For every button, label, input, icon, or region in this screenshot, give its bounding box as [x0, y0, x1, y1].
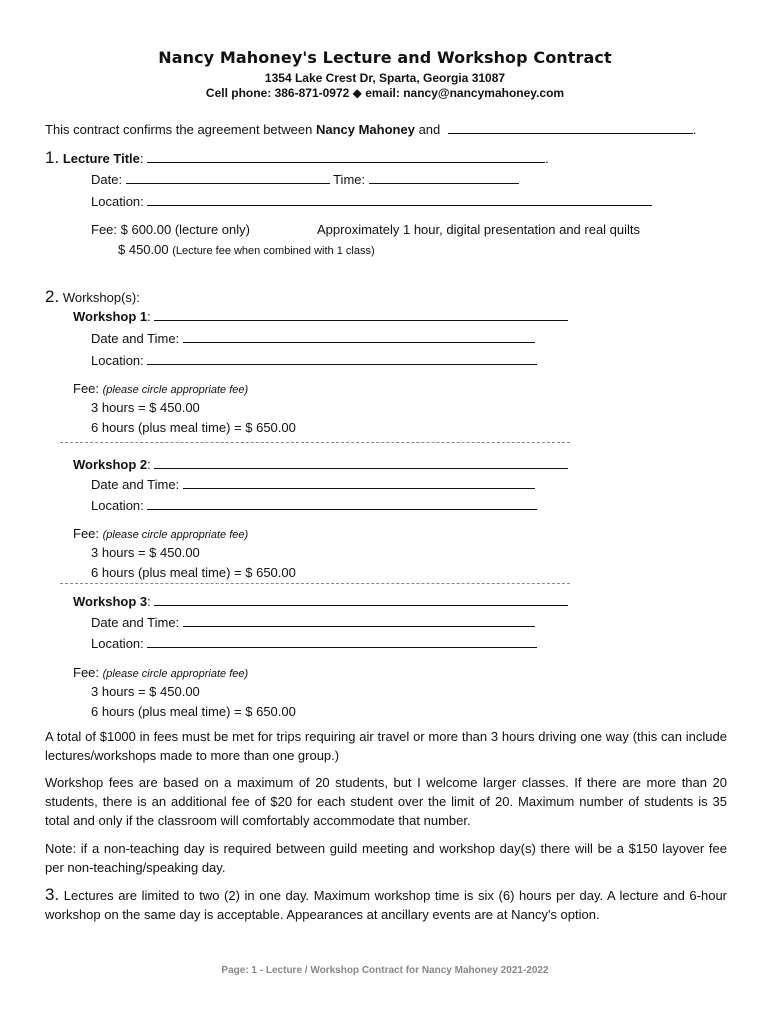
lecture-time-field[interactable]	[369, 171, 519, 184]
divider	[60, 442, 570, 443]
workshop-3-label: Workshop 3	[73, 594, 148, 609]
workshop-3-date-label: Date and Time:	[91, 615, 180, 630]
nancy-name: Nancy Mahoney	[315, 122, 415, 137]
intro-suffix: and	[414, 122, 441, 137]
workshop-2-date-field[interactable]	[183, 476, 535, 489]
term-minimum-fee: A total of $1000 in fees must be met for trips requiring air travel or more than 3 hours driving one way (this can include lectures/workshops made to more than one group.)	[45, 729, 727, 763]
lecture-time-label: Time:	[333, 172, 366, 187]
lecture-title-label: Lecture Title	[62, 151, 140, 166]
contact-info: Cell phone: 386-871-0972 ◆ email: nancy@nancymahoney.com	[205, 86, 565, 100]
workshop-2-location-field[interactable]	[147, 497, 537, 510]
workshop-3-field[interactable]	[154, 593, 568, 606]
lecture-location-row	[91, 193, 652, 209]
section-3-number: 3.	[45, 885, 60, 904]
workshop-2-location-row	[91, 497, 537, 513]
section-2-number: 2.	[45, 287, 60, 306]
workshop-1-field[interactable]	[154, 308, 568, 321]
workshop-2-option-6h[interactable]: 6 hours (plus meal time) = $ 650.00	[91, 565, 296, 580]
workshop-3-row: Workshop 3:	[73, 593, 568, 609]
lecture-combined-fee	[118, 242, 375, 257]
workshop-1-date-label: Date and Time:	[91, 331, 180, 346]
workshop-2-fee-note: (please circle appropriate fee)	[102, 529, 249, 541]
workshop-1-fee-label: Fee:	[73, 381, 100, 396]
lecture-title-field[interactable]	[147, 150, 545, 163]
lecture-location-label: Location:	[91, 194, 144, 209]
page-footer: Page: 1 - Lecture / Workshop Contract for Nancy Mahoney 2021-2022	[221, 965, 549, 976]
workshop-1-date-field[interactable]	[183, 330, 535, 343]
party-name-field[interactable]	[448, 121, 693, 134]
workshops-label: Workshop(s):	[62, 290, 140, 305]
lecture-fee-desc: Approximately 1 hour, digital presentation and real quilts	[317, 222, 641, 237]
combined-fee-note: (Lecture fee when combined with 1 class)	[172, 245, 375, 257]
workshop-1-fee-row	[73, 381, 248, 396]
lecture-date-row	[91, 171, 519, 187]
workshop-1-label: Workshop 1	[73, 309, 148, 324]
address: 1354 Lake Crest Dr, Sparta, Georgia 31087	[264, 71, 506, 85]
lecture-date-field[interactable]	[126, 171, 330, 184]
intro-prefix: This contract confirms the agreement between	[45, 122, 316, 137]
workshop-2-row: Workshop 2:	[73, 456, 568, 472]
lecture-fee-line: Fee: $ 600.00 (lecture only)	[91, 222, 250, 237]
lecture-title-row: 1. Lecture Title: .	[45, 148, 549, 167]
workshop-3-date-row	[91, 614, 535, 630]
workshop-1-option-6h[interactable]: 6 hours (plus meal time) = $ 650.00	[91, 420, 296, 435]
workshop-1-date-row	[91, 330, 535, 346]
workshop-3-location-field[interactable]	[147, 635, 537, 648]
workshop-1-option-3h[interactable]: 3 hours = $ 450.00	[91, 400, 200, 415]
page-title: Nancy Mahoney's Lecture and Workshop Contract	[158, 48, 612, 67]
workshop-2-fee-row	[73, 526, 248, 541]
workshop-1-location-row	[91, 352, 537, 368]
workshop-2-label: Workshop 2	[73, 457, 148, 472]
intro-line: This contract confirms the agreement between Nancy Mahoney and .	[45, 122, 697, 137]
workshop-2-option-3h[interactable]: 3 hours = $ 450.00	[91, 545, 200, 560]
workshop-3-date-field[interactable]	[183, 614, 535, 627]
workshop-2-location-label: Location:	[91, 498, 144, 513]
workshop-1-location-label: Location:	[91, 353, 144, 368]
workshop-1-row: Workshop 1:	[73, 308, 568, 324]
combined-fee-amount: $ 450.00	[118, 242, 169, 257]
workshop-3-fee-note: (please circle appropriate fee)	[102, 668, 249, 680]
workshop-3-fee-row	[73, 665, 248, 680]
lecture-location-field[interactable]	[147, 193, 652, 206]
workshop-1-fee-note: (please circle appropriate fee)	[102, 384, 249, 396]
workshop-3-option-3h[interactable]: 3 hours = $ 450.00	[91, 684, 200, 699]
workshop-1-location-field[interactable]	[147, 352, 537, 365]
term-lecture-limits-text: Lectures are limited to two (2) in one day. Maximum workshop time is six (6) hours per day. A lecture and 6-hour workshop on the same day is acceptable. Appearances at ancillary events are at Nancy's option.	[45, 888, 727, 922]
workshop-2-date-label: Date and Time:	[91, 477, 180, 492]
workshop-3-location-label: Location:	[91, 636, 144, 651]
divider	[60, 583, 570, 584]
workshop-2-fee-label: Fee:	[73, 526, 100, 541]
lecture-date-label: Date:	[91, 172, 123, 187]
workshop-3-location-row	[91, 635, 537, 651]
workshop-3-option-6h[interactable]: 6 hours (plus meal time) = $ 650.00	[91, 704, 296, 719]
workshop-2-date-row	[91, 476, 535, 492]
term-layover-fee: Note: if a non-teaching day is required between guild meeting and workshop day(s) there will be a $150 layover fee per non-teaching/speaking day.	[45, 841, 727, 875]
workshop-2-field[interactable]	[154, 456, 568, 469]
term-student-limit: Workshop fees are based on a maximum of 20 students, but I welcome larger classes. If there are more than 20 students, there is an additional fee of $20 for each student over the limit of 20. Maximum number of students is 35 total and only if the classroom will comfortably accommodate that number.	[45, 775, 727, 828]
term-lecture-limits	[45, 885, 727, 924]
workshop-3-fee-label: Fee:	[73, 665, 100, 680]
workshops-heading	[45, 287, 140, 307]
section-1-number: 1.	[45, 148, 60, 167]
